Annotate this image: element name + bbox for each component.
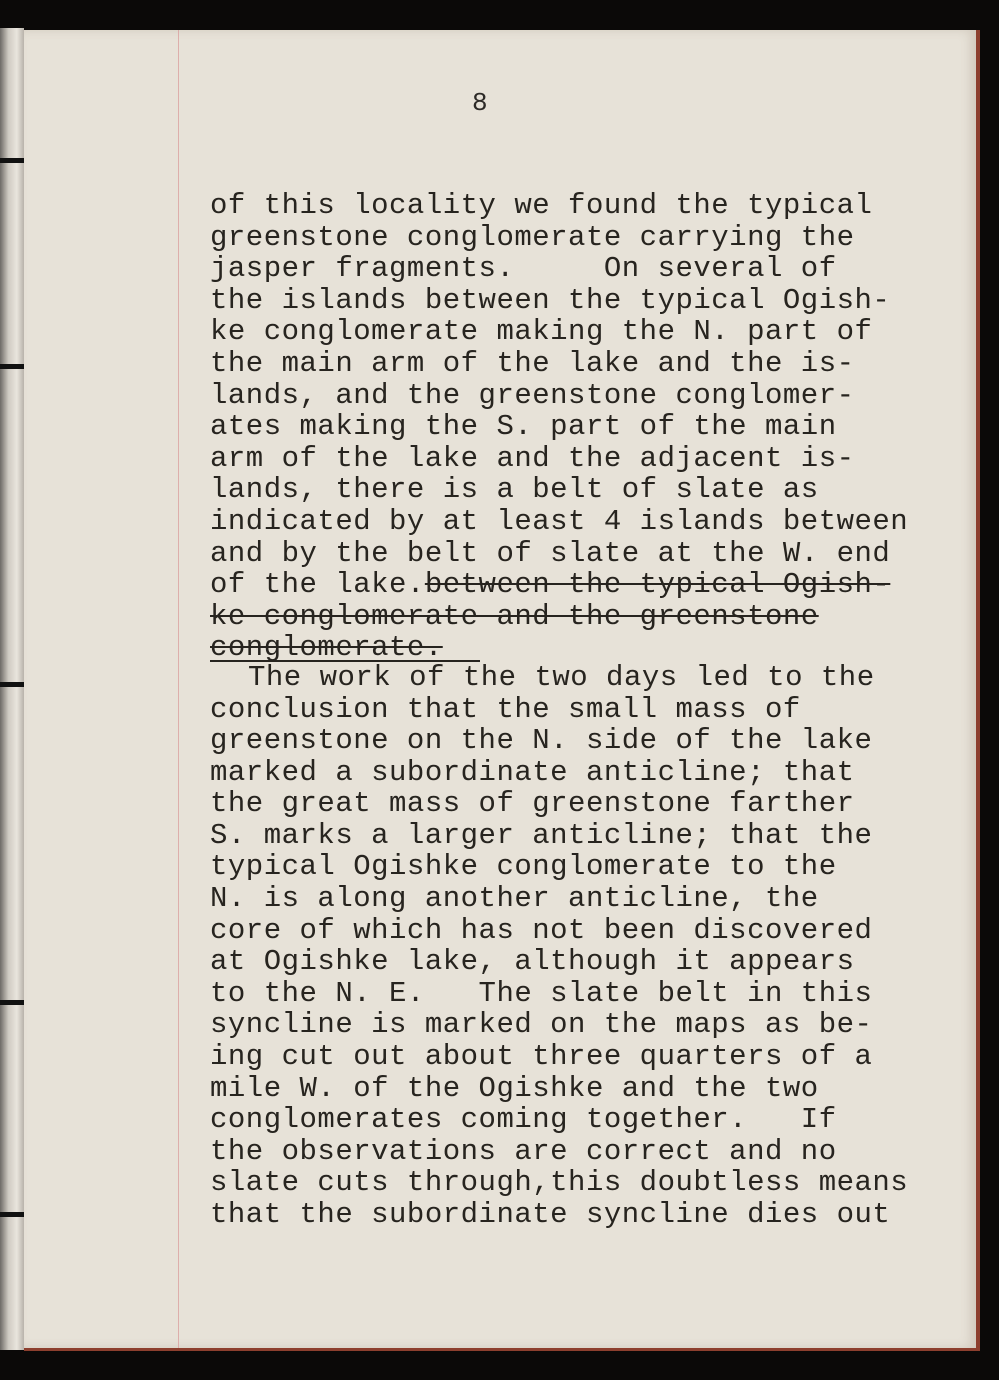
text-line: jasper fragments. On several of bbox=[210, 252, 837, 286]
text-line: the islands between the typical Ogish- bbox=[210, 283, 891, 317]
text-line: The work of the two days led to the bbox=[248, 660, 875, 694]
text-line: slate cuts through,this doubtless means bbox=[210, 1166, 909, 1200]
text-line: conclusion that the small mass of bbox=[210, 692, 801, 726]
text-line: conglomerates coming together. If bbox=[210, 1103, 837, 1137]
page-text bbox=[210, 190, 970, 1231]
notebook-page bbox=[24, 30, 980, 1351]
struck-line: ke conglomerate and the greenstone bbox=[210, 599, 819, 633]
text-line: indicated by at least 4 islands between bbox=[210, 504, 909, 538]
text-line: greenstone conglomerate carrying the bbox=[210, 220, 855, 254]
margin-rule bbox=[178, 30, 179, 1348]
text-line: greenstone on the N. side of the lake bbox=[210, 724, 873, 758]
text-line: the great mass of greenstone farther bbox=[210, 787, 855, 821]
text-line: the main arm of the lake and the is- bbox=[210, 346, 855, 380]
text-line: that the subordinate syncline dies out bbox=[210, 1198, 891, 1231]
text-line: ke conglomerate making the N. part of bbox=[210, 315, 873, 349]
text-line: of this locality we found the typical bbox=[210, 189, 873, 222]
text-line: syncline is marked on the maps as be- bbox=[210, 1008, 873, 1042]
text-line bbox=[210, 569, 970, 601]
kept-text: of the lake. bbox=[210, 568, 425, 602]
struck-text: between the typical Ogish- bbox=[424, 568, 891, 602]
text-line: ates making the S. part of the main bbox=[210, 410, 837, 444]
page-number: 8 bbox=[472, 88, 488, 118]
binder-spine bbox=[0, 28, 24, 1350]
text-line: at Ogishke lake, although it appears bbox=[210, 945, 855, 979]
text-line: lands, there is a belt of slate as bbox=[210, 473, 819, 507]
text-line: core of which has not been discovered bbox=[210, 913, 873, 947]
text-line: marked a subordinate anticline; that bbox=[210, 755, 855, 789]
text-line: typical Ogishke conglomerate to the bbox=[210, 850, 837, 884]
text-line: the observations are correct and no bbox=[210, 1134, 837, 1168]
paragraph-2 bbox=[210, 662, 970, 1231]
text-line: to the N. E. The slate belt in this bbox=[210, 976, 873, 1010]
text-line: arm of the lake and the adjacent is- bbox=[210, 441, 855, 475]
text-line: and by the belt of slate at the W. end bbox=[210, 536, 891, 570]
text-line: ing cut out about three quarters of a bbox=[210, 1040, 873, 1074]
text-line: mile W. of the Ogishke and the two bbox=[210, 1071, 819, 1105]
text-line: lands, and the greenstone conglomer- bbox=[210, 378, 855, 412]
struck-line: conglomerate. bbox=[210, 631, 443, 665]
text-line: S. marks a larger anticline; that the bbox=[210, 818, 873, 852]
text-line: N. is along another anticline, the bbox=[210, 882, 819, 916]
paragraph-1 bbox=[210, 189, 970, 665]
